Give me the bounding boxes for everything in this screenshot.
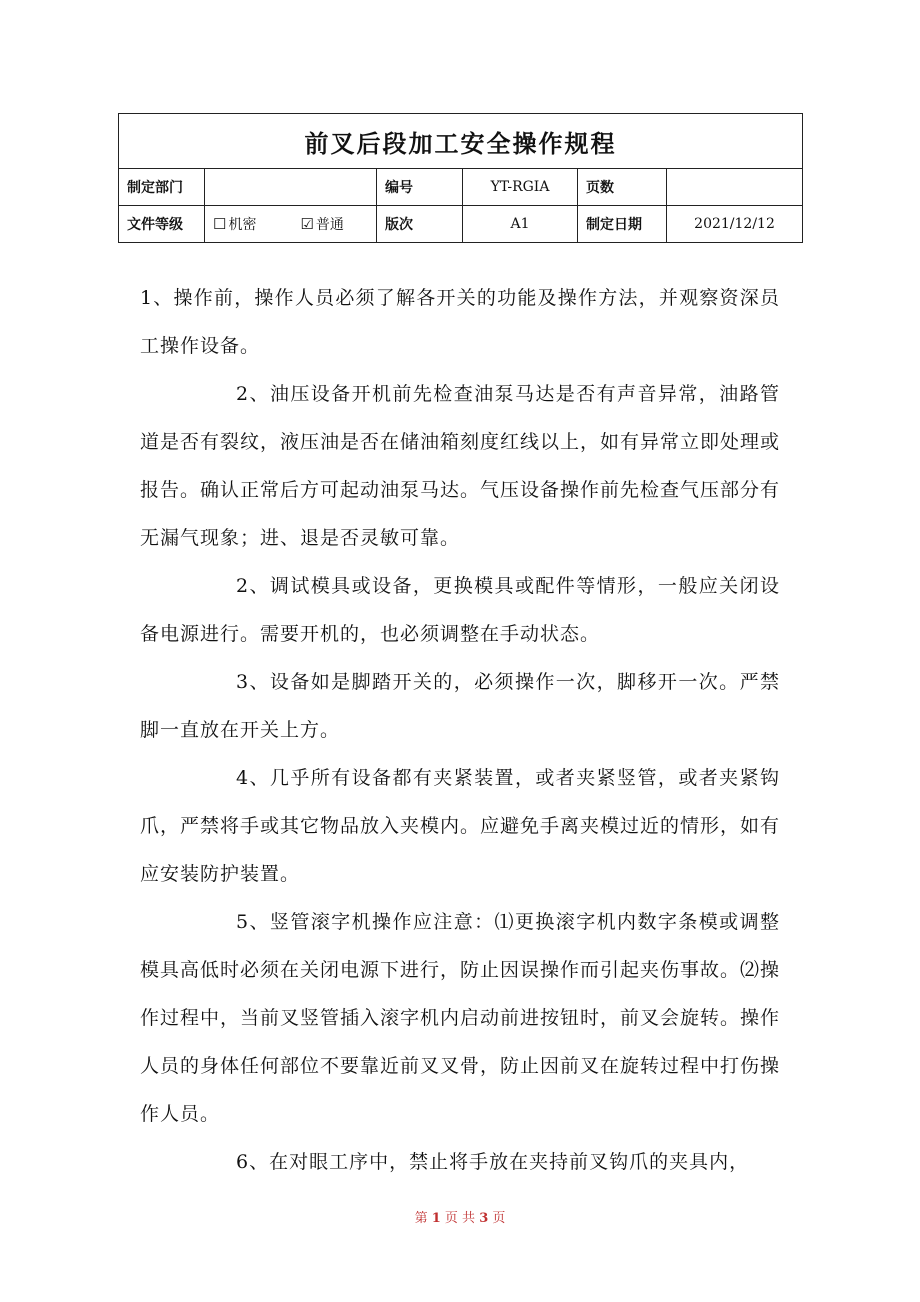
date-value: 2021/12/12 — [667, 206, 803, 243]
version-value: A1 — [463, 206, 578, 243]
document-title: 前叉后段加工安全操作规程 — [119, 114, 803, 169]
level-options — [205, 206, 377, 243]
normal-label: 普通 — [315, 217, 344, 233]
current-page-number: 1 — [431, 1211, 441, 1226]
code-label: 编号 — [377, 169, 463, 206]
footer-mid: 页 共 — [444, 1211, 476, 1226]
dept-value — [205, 169, 377, 206]
paragraph-4: 3、设备如是脚踏开关的，必须操作一次，脚移开一次。严禁脚一直放在开关上方。 — [140, 671, 780, 741]
pages-label: 页数 — [578, 169, 667, 206]
normal-option — [300, 214, 343, 234]
footer-post: 页 — [492, 1211, 506, 1226]
paragraph-6: 5、竖管滚字机操作应注意：⑴更换滚字机内数字条模或调整模具高低时必须在关闭电源下进行，防止因误操作而引起夹伤事故。⑵操作过程中，当前叉竖管插入滚字机内启动前进按钮时，前叉会旋转。操作人员的身体任何部位不要靠近前叉叉骨，防止因前叉在旋转过程中打伤操作人员。 — [140, 911, 781, 1125]
paragraph-1: 1、操作前，操作人员必须了解各开关的功能及操作方法，并观察资深员工操作设备。 — [140, 287, 780, 357]
version-label: 版次 — [377, 206, 463, 243]
confidential-option — [213, 214, 256, 234]
date-label: 制定日期 — [578, 206, 667, 243]
confidential-label: 机密 — [228, 217, 257, 233]
code-value: YT-RGIA — [463, 169, 578, 206]
document-body — [140, 274, 780, 1186]
document-header-table — [118, 113, 803, 243]
paragraph-3: 2、调试模具或设备，更换模具或配件等情形，一般应关闭设备电源进行。需要开机的，也必须调整在手动状态。 — [140, 575, 780, 645]
paragraph-7: 6、在对眼工序中，禁止将手放在夹持前叉钩爪的夹具内， — [236, 1151, 750, 1173]
unchecked-box-icon: ☐ — [213, 215, 227, 233]
footer-pre: 第 — [414, 1211, 428, 1226]
page-footer — [0, 1207, 920, 1226]
level-label: 文件等级 — [119, 206, 205, 243]
paragraph-5: 4、几乎所有设备都有夹紧装置，或者夹紧竖管，或者夹紧钩爪，严禁将手或其它物品放入夹模内。应避免手离夹模过近的情形，如有应安装防护装置。 — [140, 767, 781, 885]
total-page-number: 3 — [479, 1211, 489, 1226]
pages-value — [667, 169, 803, 206]
paragraph-2: 2、油压设备开机前先检查油泵马达是否有声音异常，油路管道是否有裂纹，液压油是否在储油箱刻度红线以上，如有异常立即处理或报告。确认正常后方可起动油泵马达。气压设备操作前先检查气压部分有无漏气现象；进、退是否灵敏可靠。 — [140, 383, 781, 549]
dept-label: 制定部门 — [119, 169, 205, 206]
checked-box-icon: ☑ — [300, 215, 314, 233]
